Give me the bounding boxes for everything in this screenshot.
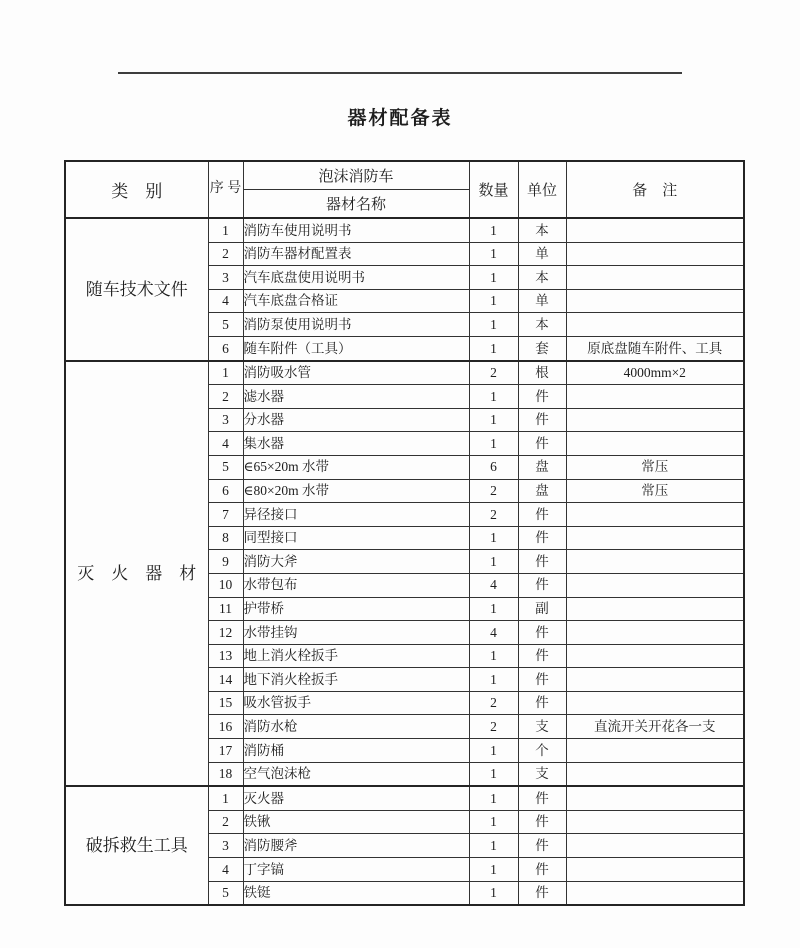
name-cell: 消防桶 <box>243 739 469 763</box>
serial-cell: 6 <box>208 336 243 360</box>
header-row-1 <box>65 161 744 190</box>
serial-cell: 15 <box>208 691 243 715</box>
name-cell: ∈80×20m 水带 <box>243 479 469 503</box>
remark-cell <box>566 739 744 763</box>
name-cell: ∈65×20m 水带 <box>243 455 469 479</box>
unit-cell: 件 <box>518 385 566 409</box>
header-equipment-name: 器材名称 <box>243 190 469 219</box>
quantity-cell: 1 <box>469 550 518 574</box>
name-cell: 空气泡沫枪 <box>243 762 469 786</box>
remark-cell: 4000mm×2 <box>566 361 744 385</box>
header-remark: 备 注 <box>566 161 744 218</box>
serial-cell: 5 <box>208 455 243 479</box>
unit-cell: 件 <box>518 621 566 645</box>
quantity-cell: 1 <box>469 597 518 621</box>
quantity-cell: 1 <box>469 810 518 834</box>
remark-cell <box>566 289 744 313</box>
quantity-cell: 1 <box>469 408 518 432</box>
name-cell: 滤水器 <box>243 385 469 409</box>
serial-cell: 4 <box>208 289 243 313</box>
quantity-cell: 1 <box>469 644 518 668</box>
page-title: 器材配备表 <box>347 108 453 129</box>
quantity-cell: 1 <box>469 385 518 409</box>
serial-cell: 5 <box>208 313 243 337</box>
name-cell: 分水器 <box>243 408 469 432</box>
name-cell: 铁铤 <box>243 881 469 905</box>
unit-cell: 盘 <box>518 479 566 503</box>
serial-cell: 5 <box>208 881 243 905</box>
unit-cell: 根 <box>518 361 566 385</box>
name-cell: 汽车底盘合格证 <box>243 289 469 313</box>
name-cell: 消防大斧 <box>243 550 469 574</box>
serial-cell: 7 <box>208 503 243 527</box>
serial-cell: 4 <box>208 432 243 456</box>
remark-cell <box>566 503 744 527</box>
quantity-cell: 1 <box>469 739 518 763</box>
header-unit: 单位 <box>518 161 566 218</box>
serial-cell: 9 <box>208 550 243 574</box>
quantity-cell: 1 <box>469 313 518 337</box>
serial-cell: 2 <box>208 810 243 834</box>
name-cell: 地下消火栓扳手 <box>243 668 469 692</box>
unit-cell: 盘 <box>518 455 566 479</box>
quantity-cell: 1 <box>469 432 518 456</box>
name-cell: 水带包布 <box>243 573 469 597</box>
serial-cell: 3 <box>208 408 243 432</box>
equipment-table <box>64 160 745 906</box>
unit-cell: 件 <box>518 786 566 810</box>
remark-cell: 常压 <box>566 479 744 503</box>
serial-cell: 11 <box>208 597 243 621</box>
unit-cell: 件 <box>518 573 566 597</box>
quantity-cell: 1 <box>469 834 518 858</box>
remark-cell <box>566 218 744 242</box>
quantity-cell: 1 <box>469 668 518 692</box>
serial-cell: 14 <box>208 668 243 692</box>
name-cell: 集水器 <box>243 432 469 456</box>
serial-cell: 1 <box>208 218 243 242</box>
remark-cell: 常压 <box>566 455 744 479</box>
name-cell: 地上消火栓扳手 <box>243 644 469 668</box>
unit-cell: 本 <box>518 313 566 337</box>
unit-cell: 件 <box>518 408 566 432</box>
header-serial-number: 序 号 <box>208 161 243 218</box>
name-cell: 异径接口 <box>243 503 469 527</box>
category-cell: 随车技术文件 <box>65 218 208 361</box>
unit-cell: 单 <box>518 242 566 266</box>
header-vehicle-type: 泡沫消防车 <box>243 161 469 190</box>
quantity-cell: 6 <box>469 455 518 479</box>
unit-cell: 件 <box>518 834 566 858</box>
unit-cell: 件 <box>518 691 566 715</box>
unit-cell: 件 <box>518 503 566 527</box>
unit-cell: 件 <box>518 881 566 905</box>
remark-cell <box>566 786 744 810</box>
category-cell: 破拆救生工具 <box>65 786 208 905</box>
name-cell: 同型接口 <box>243 526 469 550</box>
quantity-cell: 1 <box>469 526 518 550</box>
remark-cell <box>566 266 744 290</box>
remark-cell <box>566 668 744 692</box>
quantity-cell: 1 <box>469 218 518 242</box>
serial-cell: 3 <box>208 266 243 290</box>
unit-cell: 支 <box>518 715 566 739</box>
table-row <box>65 361 744 385</box>
remark-cell: 直流开关开花各一支 <box>566 715 744 739</box>
quantity-cell: 1 <box>469 786 518 810</box>
name-cell: 丁字镐 <box>243 858 469 882</box>
name-cell: 水带挂钩 <box>243 621 469 645</box>
remark-cell <box>566 834 744 858</box>
unit-cell: 本 <box>518 218 566 242</box>
name-cell: 消防车器材配置表 <box>243 242 469 266</box>
name-cell: 护带桥 <box>243 597 469 621</box>
category-cell: 灭 火 器 材 <box>65 361 208 787</box>
quantity-cell: 1 <box>469 266 518 290</box>
unit-cell: 个 <box>518 739 566 763</box>
remark-cell <box>566 313 744 337</box>
quantity-cell: 1 <box>469 336 518 360</box>
serial-cell: 10 <box>208 573 243 597</box>
unit-cell: 件 <box>518 668 566 692</box>
unit-cell: 件 <box>518 526 566 550</box>
remark-cell <box>566 691 744 715</box>
name-cell: 吸水管扳手 <box>243 691 469 715</box>
serial-cell: 3 <box>208 834 243 858</box>
quantity-cell: 1 <box>469 289 518 313</box>
remark-cell <box>566 644 744 668</box>
name-cell: 消防水枪 <box>243 715 469 739</box>
table-body <box>65 218 744 905</box>
name-cell: 铁锹 <box>243 810 469 834</box>
name-cell: 随车附件（工具） <box>243 336 469 360</box>
name-cell: 汽车底盘使用说明书 <box>243 266 469 290</box>
unit-cell: 件 <box>518 858 566 882</box>
remark-cell <box>566 762 744 786</box>
serial-cell: 8 <box>208 526 243 550</box>
quantity-cell: 4 <box>469 621 518 645</box>
name-cell: 消防腰斧 <box>243 834 469 858</box>
remark-cell <box>566 526 744 550</box>
unit-cell: 件 <box>518 432 566 456</box>
remark-cell <box>566 573 744 597</box>
remark-cell <box>566 621 744 645</box>
quantity-cell: 1 <box>469 858 518 882</box>
table-row <box>65 218 744 242</box>
remark-cell <box>566 858 744 882</box>
unit-cell: 支 <box>518 762 566 786</box>
remark-cell <box>566 597 744 621</box>
serial-cell: 17 <box>208 739 243 763</box>
horizontal-rule <box>118 72 682 74</box>
remark-cell <box>566 550 744 574</box>
quantity-cell: 1 <box>469 762 518 786</box>
unit-cell: 件 <box>518 810 566 834</box>
serial-cell: 16 <box>208 715 243 739</box>
unit-cell: 件 <box>518 550 566 574</box>
name-cell: 灭火器 <box>243 786 469 810</box>
serial-cell: 2 <box>208 242 243 266</box>
table-row <box>65 786 744 810</box>
quantity-cell: 1 <box>469 242 518 266</box>
unit-cell: 件 <box>518 644 566 668</box>
serial-cell: 4 <box>208 858 243 882</box>
serial-cell: 6 <box>208 479 243 503</box>
remark-cell <box>566 881 744 905</box>
quantity-cell: 2 <box>469 691 518 715</box>
header-category: 类 别 <box>65 161 208 218</box>
unit-cell: 本 <box>518 266 566 290</box>
remark-cell <box>566 432 744 456</box>
remark-cell: 原底盘随车附件、工具 <box>566 336 744 360</box>
remark-cell <box>566 242 744 266</box>
quantity-cell: 2 <box>469 361 518 385</box>
unit-cell: 副 <box>518 597 566 621</box>
serial-cell: 18 <box>208 762 243 786</box>
unit-cell: 单 <box>518 289 566 313</box>
quantity-cell: 2 <box>469 479 518 503</box>
table-header <box>65 161 744 218</box>
header-quantity: 数量 <box>469 161 518 218</box>
serial-cell: 1 <box>208 786 243 810</box>
name-cell: 消防车使用说明书 <box>243 218 469 242</box>
serial-cell: 13 <box>208 644 243 668</box>
quantity-cell: 1 <box>469 881 518 905</box>
serial-cell: 12 <box>208 621 243 645</box>
quantity-cell: 4 <box>469 573 518 597</box>
serial-cell: 1 <box>208 361 243 385</box>
remark-cell <box>566 385 744 409</box>
name-cell: 消防泵使用说明书 <box>243 313 469 337</box>
remark-cell <box>566 810 744 834</box>
name-cell: 消防吸水管 <box>243 361 469 385</box>
quantity-cell: 2 <box>469 503 518 527</box>
serial-cell: 2 <box>208 385 243 409</box>
remark-cell <box>566 408 744 432</box>
quantity-cell: 2 <box>469 715 518 739</box>
unit-cell: 套 <box>518 336 566 360</box>
